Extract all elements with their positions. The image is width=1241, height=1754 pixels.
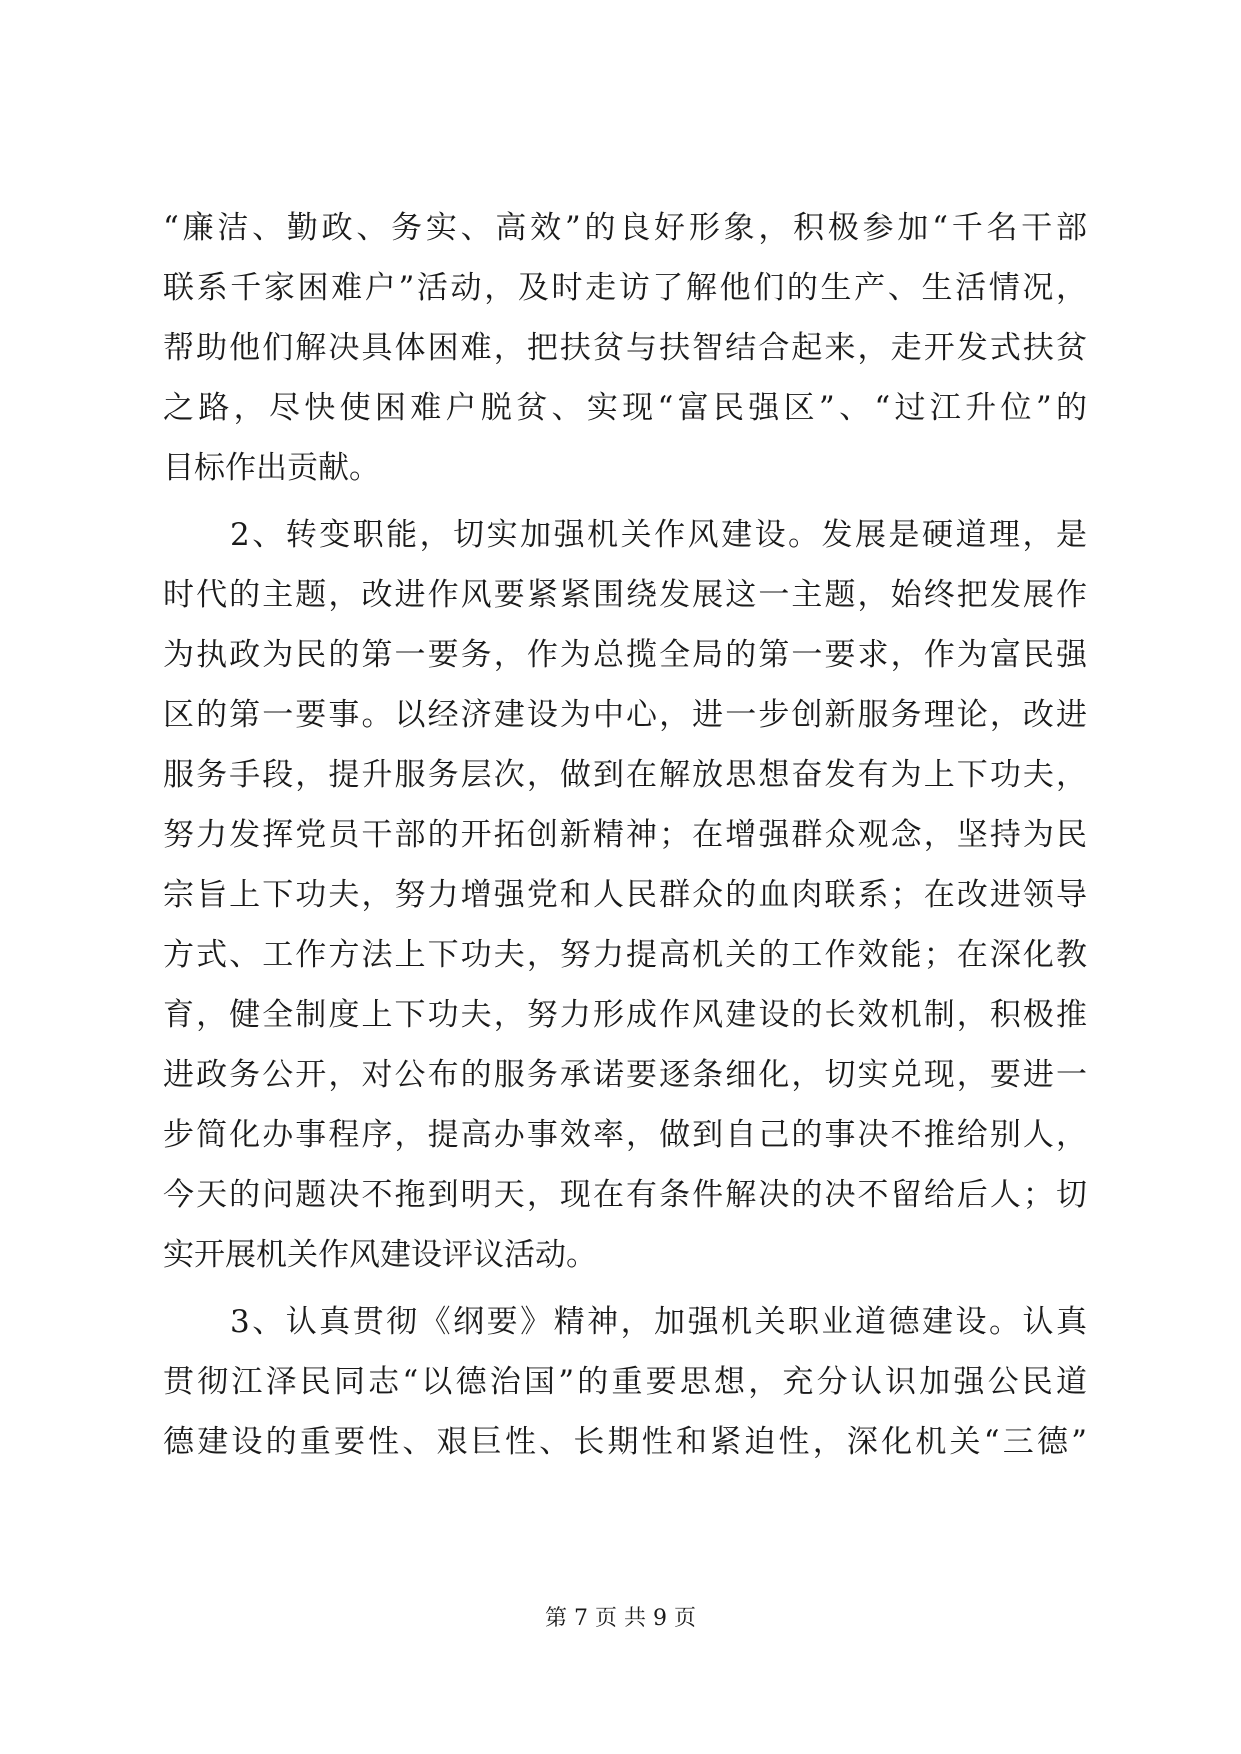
text-line: 2、转变职能，切实加强机关作风建设。发展是硬道理，是 (163, 517, 1087, 553)
text-line: 进政务公开，对公布的服务承诺要逐条细化，切实兑现，要进一 (163, 1057, 1087, 1093)
text-line: 贯彻江泽民同志“以德治国”的重要思想，充分认识加强公民道 (163, 1364, 1087, 1400)
text-line: 3、认真贯彻《纲要》精神，加强机关职业道德建设。认真 (163, 1304, 1087, 1340)
paragraph (163, 1292, 1087, 1472)
text-line: 时代的主题，改进作风要紧紧围绕发展这一主题，始终把发展作 (163, 577, 1087, 613)
text-line: 目标作出贡献。 (163, 450, 380, 486)
text-line: 育，健全制度上下功夫，努力形成作风建设的长效机制，积极推 (163, 997, 1087, 1033)
paragraph (163, 505, 1087, 1285)
page-number: 第 7 页 共 9 页 (545, 1606, 696, 1631)
text-line: 今天的问题决不拖到明天，现在有条件解决的决不留给后人；切 (163, 1177, 1087, 1213)
paragraph (163, 198, 1087, 498)
text-line: 实开展机关作风建设评议活动。 (163, 1237, 597, 1273)
text-line: 努力发挥党员干部的开拓创新精神；在增强群众观念，坚持为民 (163, 817, 1087, 853)
text-line: 区的第一要事。以经济建设为中心，进一步创新服务理论，改进 (163, 697, 1087, 733)
text-line: 联系千家困难户”活动，及时走访了解他们的生产、生活情况， (163, 270, 1087, 306)
text-line: 步简化办事程序，提高办事效率，做到自己的事决不推给别人， (163, 1117, 1087, 1153)
text-line: 帮助他们解决具体困难，把扶贫与扶智结合起来，走开发式扶贫 (163, 330, 1087, 366)
text-line: 方式、工作方法上下功夫，努力提高机关的工作效能；在深化教 (163, 937, 1087, 973)
text-line: 宗旨上下功夫，努力增强党和人民群众的血肉联系；在改进领导 (163, 877, 1087, 913)
text-line: 服务手段，提升服务层次，做到在解放思想奋发有为上下功夫， (163, 757, 1087, 793)
page-footer (0, 1604, 1241, 1634)
text-line: 之路，尽快使困难户脱贫、实现“富民强区”、“过江升位”的 (163, 390, 1087, 426)
text-line: “廉洁、勤政、务实、高效”的良好形象，积极参加“千名干部 (163, 210, 1087, 246)
text-line: 为执政为民的第一要务，作为总揽全局的第一要求，作为富民强 (163, 637, 1087, 673)
text-line: 德建设的重要性、艰巨性、长期性和紧迫性，深化机关“三德” (163, 1424, 1087, 1460)
body-text (163, 198, 1087, 1472)
